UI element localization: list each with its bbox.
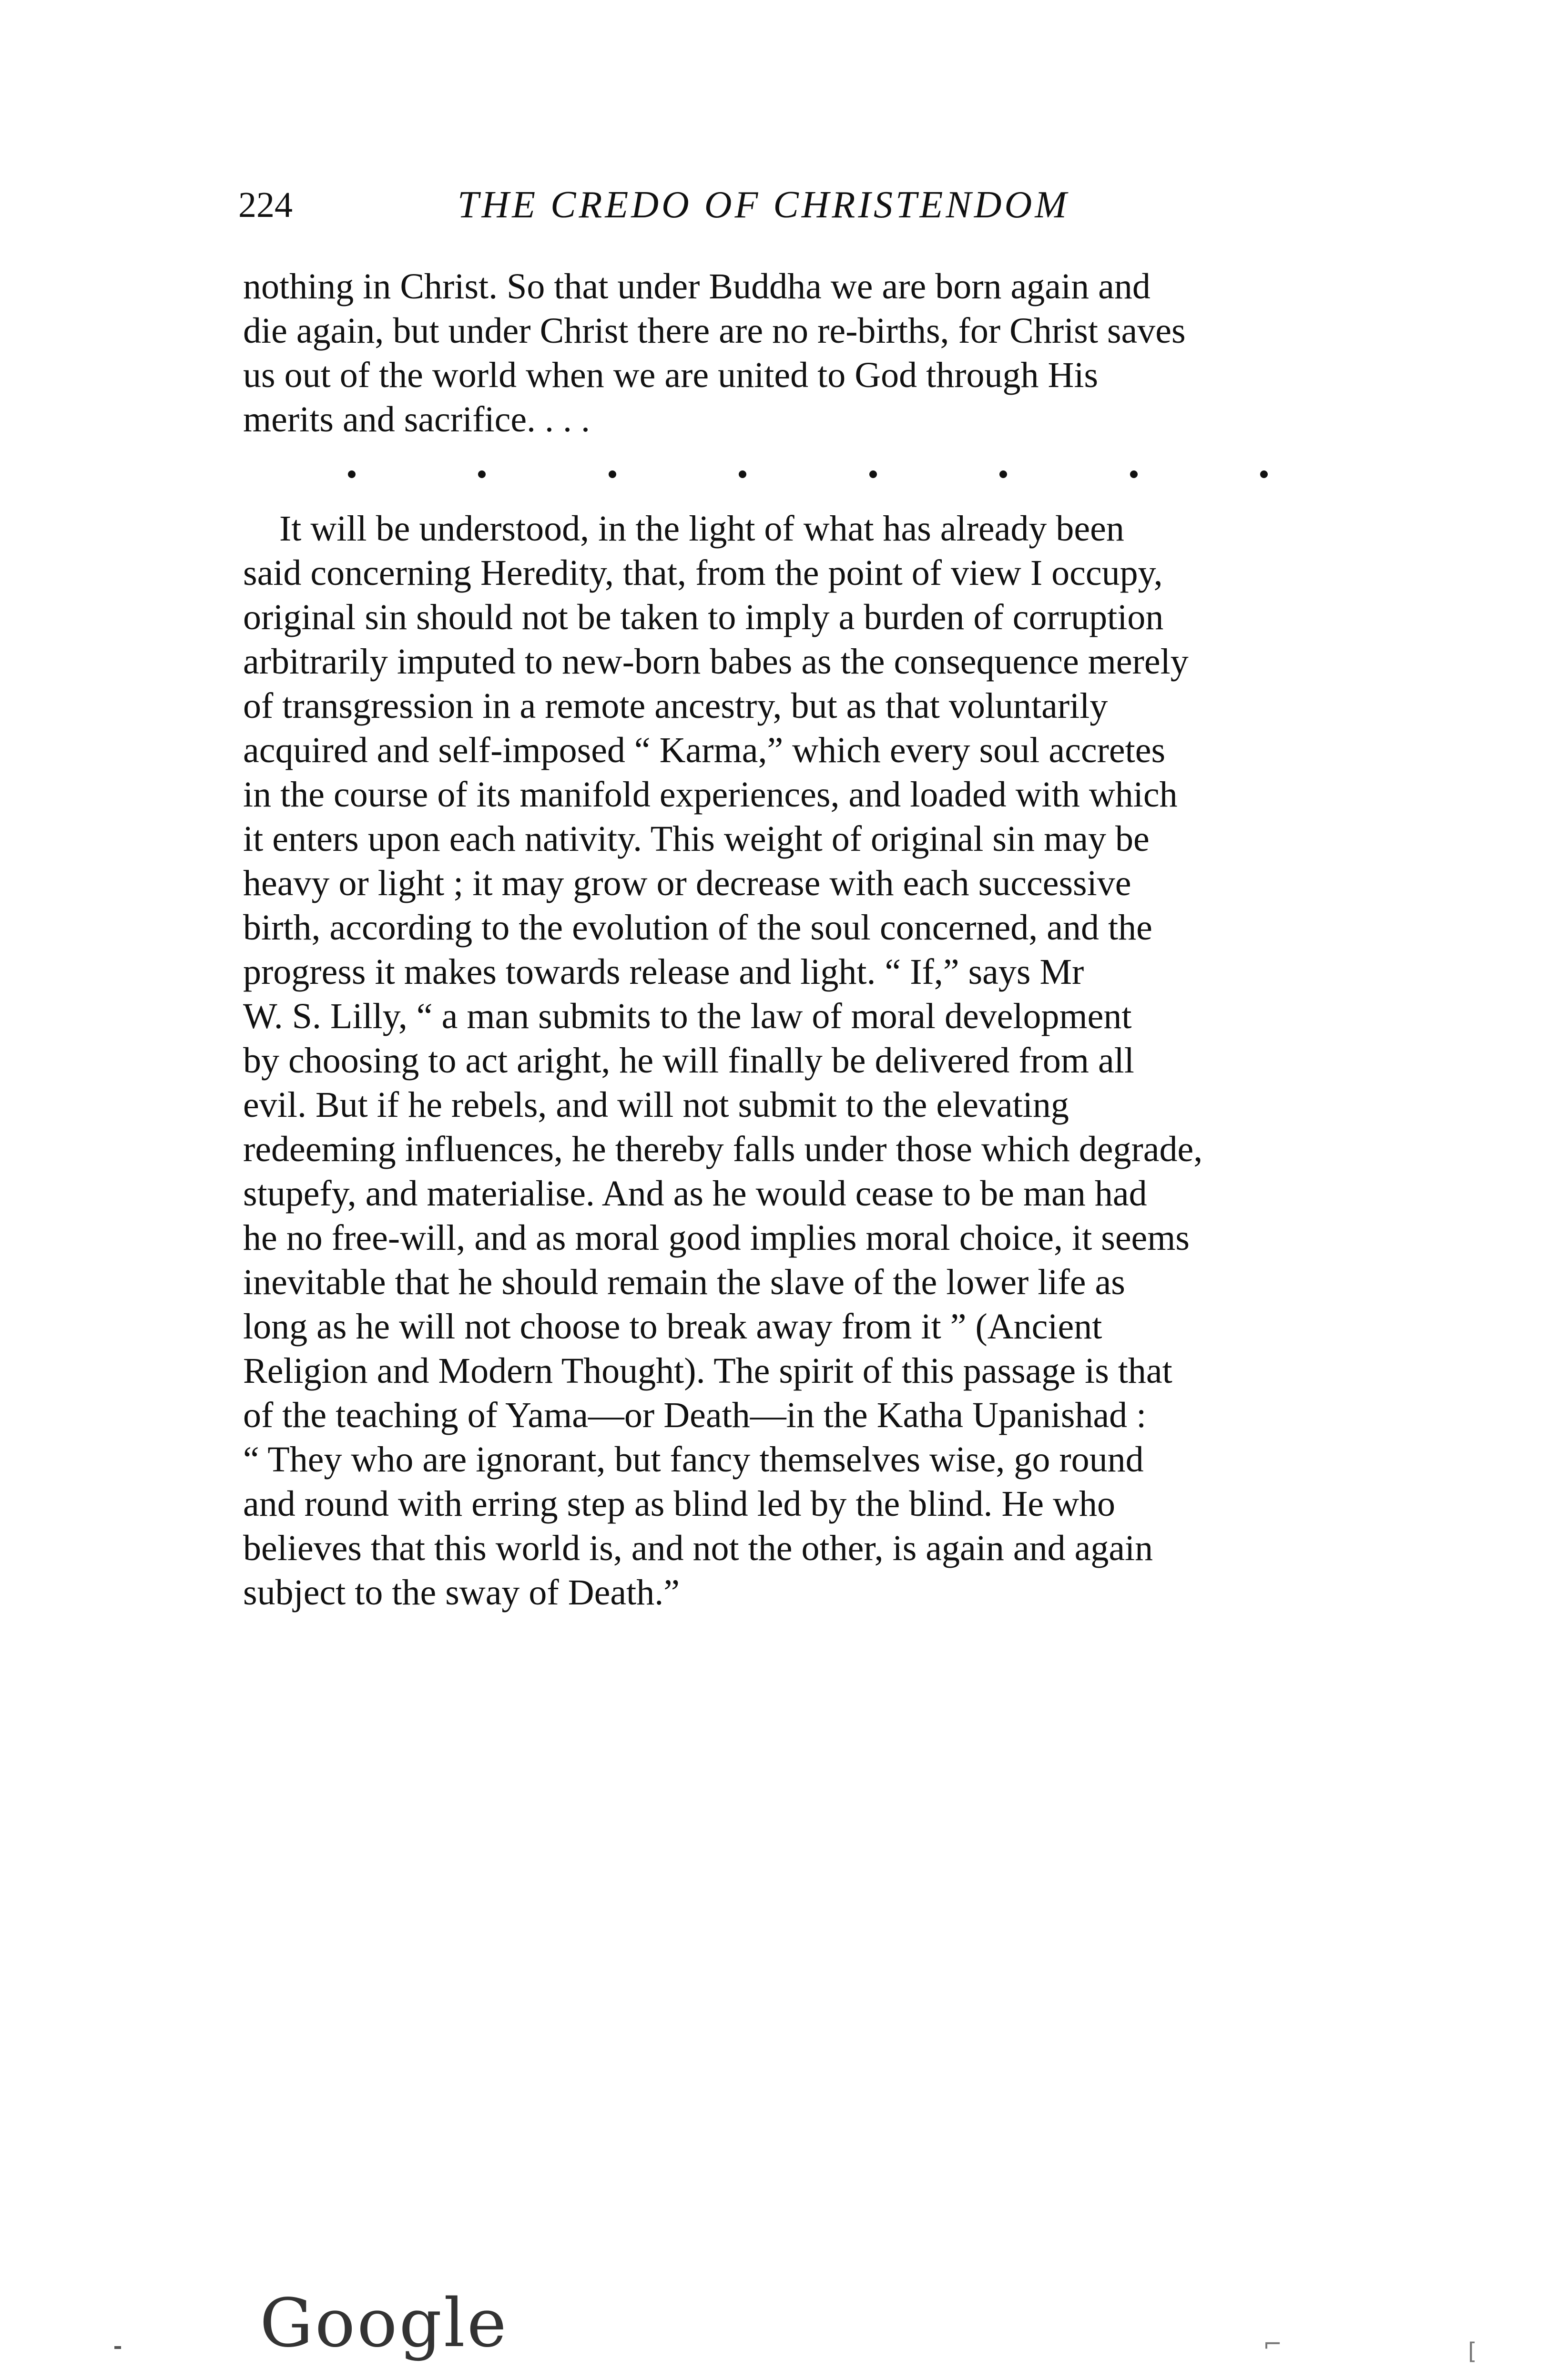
text-line: by choosing to act aright, he will finally be delivered from all — [243, 1041, 1134, 1081]
ornament-dot — [1260, 470, 1268, 478]
section-break-ornament — [243, 442, 1358, 507]
text-line: W. S. Lilly, “ a man submits to the law of moral development — [243, 996, 1132, 1036]
page-number: 224 — [238, 185, 293, 225]
running-head — [238, 179, 1363, 231]
text-line: in the course of its manifold experiences, and loaded with which — [243, 775, 1178, 815]
text-line: of transgression in a remote ancestry, but as that voluntarily — [243, 686, 1108, 726]
scan-mark: [ — [1468, 2338, 1477, 2365]
ornament-dot — [348, 470, 356, 478]
text-line: believes that this world is, and not the other, is again and again — [243, 1528, 1153, 1568]
text-line: said concerning Heredity, that, from the point of view I occupy, — [243, 553, 1163, 593]
text-line: stupefy, and materialise. And as he would cease to be man had — [243, 1174, 1147, 1214]
paragraph — [243, 507, 1358, 1615]
text-line: of the teaching of Yama—or Death—in the Katha Upanishad : — [243, 1395, 1147, 1435]
text-line: birth, according to the evolution of the soul concerned, and the — [243, 908, 1152, 948]
digitizer-watermark: Google — [260, 2285, 509, 2362]
text-line: arbitrarily imputed to new-born babes as the consequence merely — [243, 642, 1189, 682]
text-line: it enters upon each nativity. This weight of original sin may be — [243, 819, 1150, 859]
ornament-dot — [609, 470, 616, 478]
text-line: original sin should not be taken to imply a burden of corruption — [243, 597, 1164, 637]
text-line: nothing in Christ. So that under Buddha we are born again and — [243, 266, 1151, 306]
body-text — [243, 265, 1358, 1615]
ornament-dot — [869, 470, 877, 478]
paragraph-continued — [243, 265, 1358, 442]
running-title: THE CREDO OF CHRISTENDOM — [458, 184, 1069, 226]
text-line: us out of the world when we are united to God through His — [243, 355, 1099, 395]
scan-mark: ⌐ — [1263, 2331, 1283, 2358]
text-line: heavy or light ; it may grow or decrease with each successive — [243, 863, 1131, 903]
text-line: long as he will not choose to break away from it ” (Ancient — [243, 1307, 1102, 1347]
text-line: and round with erring step as blind led by the blind. He who — [243, 1484, 1116, 1524]
ornament-dot — [739, 470, 746, 478]
scan-mark — [114, 2346, 121, 2349]
text-line: It will be understood, in the light of what has already been — [279, 509, 1124, 549]
text-line: subject to the sway of Death.” — [243, 1572, 680, 1613]
text-line: merits and sacrifice. . . . — [243, 399, 591, 439]
text-line: evil. But if he rebels, and will not submit to the elevating — [243, 1085, 1069, 1125]
text-line: he no free-will, and as moral good implies moral choice, it seems — [243, 1218, 1190, 1258]
text-line: progress it makes towards release and light. “ If,” says Mr — [243, 952, 1084, 992]
ornament-dot — [1130, 470, 1138, 478]
ornament-dot — [478, 470, 486, 478]
text-line: die again, but under Christ there are no re-births, for Christ saves — [243, 311, 1186, 351]
text-line: redeeming influences, he thereby falls under those which degrade, — [243, 1129, 1203, 1169]
text-line: “ They who are ignorant, but fancy themselves wise, go round — [243, 1440, 1144, 1480]
text-line: Religion and Modern Thought). The spirit of this passage is that — [243, 1351, 1172, 1391]
ornament-dot — [999, 470, 1007, 478]
text-line: inevitable that he should remain the slave of the lower life as — [243, 1262, 1125, 1302]
text-line: acquired and self-imposed “ Karma,” which every soul accretes — [243, 730, 1166, 770]
